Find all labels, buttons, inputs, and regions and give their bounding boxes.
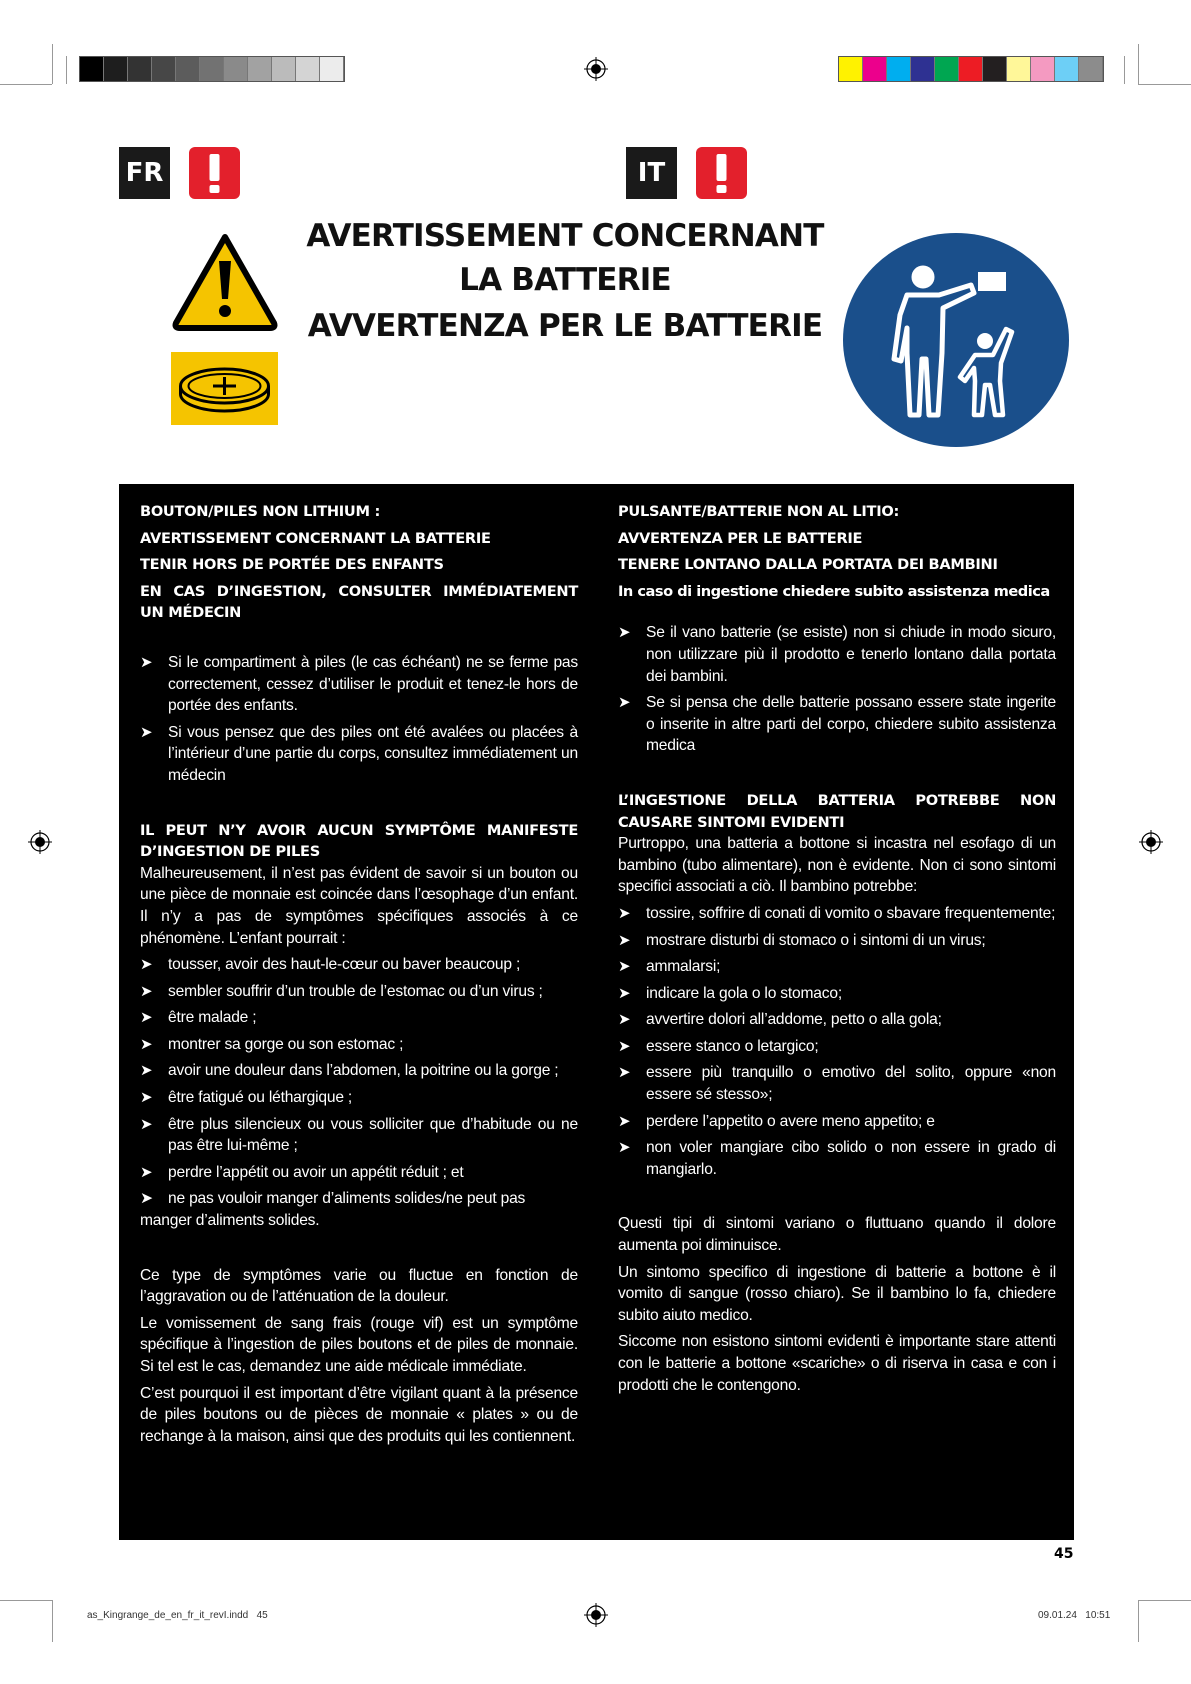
crop-mark	[52, 1600, 53, 1642]
language-badge-it: IT	[626, 147, 677, 199]
arrow-bullet-icon: ➤	[618, 694, 631, 712]
symptom-item: ➤ sembler souffrir d’un trouble de l’estomac ou d’un virus ;	[140, 981, 578, 1003]
crop-mark	[66, 56, 67, 84]
crop-mark	[0, 1600, 52, 1601]
arrow-bullet-icon: ➤	[618, 931, 631, 949]
arrow-bullet-icon: ➤	[618, 1139, 631, 1157]
it-symptom-heading: L’INGESTIONE DELLA BATTERIA POTREBBE NON CAUSARE SINTOMI EVIDENTI	[618, 791, 1056, 831]
fr-heading: AVERTISSEMENT CONCERNANT LA BATTERIE	[140, 529, 491, 547]
symptom-item: ➤ ammalarsi;	[618, 956, 1056, 978]
symptom-item: ➤ avvertire dolori all’addome, petto o alla gola;	[618, 1009, 1056, 1031]
it-heading: In caso di ingestione chiedere subito assistenza medica	[618, 582, 1050, 600]
italian-column	[618, 501, 1056, 1401]
symptom-item: ➤ ne pas vouloir manger d’aliments solides/ne peut pas manger d’aliments solides.	[140, 1190, 526, 1230]
arrow-bullet-icon: ➤	[140, 1009, 153, 1027]
french-column	[140, 501, 578, 1452]
title-line: AVVERTENZA PER LE BATTERIE	[307, 308, 823, 344]
symptom-item: ➤ perdere l’appetito o avere meno appetito; e	[618, 1111, 1056, 1133]
registration-mark-icon	[1139, 830, 1163, 854]
symptom-item: ➤ essere stanco o letargico;	[618, 1036, 1056, 1058]
arrow-bullet-icon: ➤	[140, 1089, 153, 1107]
crop-mark	[1124, 56, 1125, 84]
registration-mark-icon	[584, 1603, 608, 1627]
crop-mark	[1138, 84, 1191, 85]
arrow-bullet-icon: ➤	[618, 1112, 631, 1130]
page-number: 45	[1054, 1546, 1074, 1562]
it-closing-paragraph: Un sintomo specifico di ingestione di batterie a bottone è il vomito di sangue (rosso chiaro). Se il bambino lo fa, chiedere subito aiuto medico.	[618, 1263, 1056, 1324]
symptom-item: ➤ être fatigué ou léthargique ;	[140, 1087, 578, 1109]
title-line: AVERTISSEMENT CONCERNANT	[306, 218, 824, 254]
keep-away-from-children-icon	[843, 233, 1069, 447]
warning-triangle-icon	[170, 231, 280, 333]
title-line: LA BATTERIE	[459, 262, 671, 298]
arrow-bullet-icon: ➤	[618, 984, 631, 1002]
crop-mark	[52, 44, 53, 84]
fr-heading: BOUTON/PILES NON LITHIUM :	[140, 503, 381, 520]
arrow-bullet-icon: ➤	[618, 1037, 631, 1055]
coin-battery-icon	[171, 352, 278, 425]
symptom-item: ➤ indicare la gola o lo stomaco;	[618, 983, 1056, 1005]
fr-symptom-intro: Malheureusement, il n’est pas évident de savoir si un bouton ou une pièce de monnaie est coincée dans l’œsophage d’un enfant. Il n’y a pas de symptômes spécifiques associés à ce phénomène. L’enfant pourrait :	[140, 864, 578, 947]
battery-warning-panel	[119, 484, 1074, 1540]
symptom-item: ➤ tossire, soffrire di conati di vomito o sbavare frequentemente;	[618, 903, 1056, 925]
fr-closing-paragraph: Le vomissement de sang frais (rouge vif) est un symptôme spécifique à l’ingestion de piles boutons et de piles de monnaie. Si tel est le cas, demandez une aide médicale immédiate.	[140, 1314, 578, 1375]
arrow-bullet-icon: ➤	[140, 723, 153, 741]
bullet-item: ➤ Se il vano batterie (se esiste) non si chiude in modo sicuro, non utilizzare più il prodotto e tenerlo lontano dalla portata dei bambini.	[618, 622, 1056, 687]
exclamation-icon	[696, 147, 747, 199]
bullet-item: ➤ Si vous pensez que des piles ont été avalées ou placées à l’intérieur d’une partie du corps, consultez immédiatement un médecin	[140, 722, 578, 787]
symptom-item: ➤ essere più tranquillo o emotivo del solito, oppure «non essere sé stesso»;	[618, 1062, 1056, 1105]
it-symptom-intro: Purtroppo, una batteria a bottone si incastra nel esofago di un bambino (tubo alimentare), non è evidente. Non ci sono sintomi specifici associati a ciò. Il bambino potrebbe:	[618, 835, 1056, 896]
it-closing-paragraph: Siccome non esistono sintomi evidenti è importante stare attenti con le batterie a bottone «scariche» o di riserva in casa e con i prodotti che le contengono.	[618, 1333, 1056, 1394]
symptom-item: ➤ perdre l’appétit ou avoir un appétit réduit ; et	[140, 1162, 578, 1184]
page-title	[300, 214, 830, 348]
crop-mark	[1138, 1600, 1191, 1601]
it-heading: PULSANTE/BATTERIE NON AL LITIO:	[618, 503, 899, 520]
arrow-bullet-icon: ➤	[140, 956, 153, 974]
fr-closing-paragraph: Ce type de symptômes varie ou fluctue en fonction de l’aggravation ou de l’atténuation de la douleur.	[140, 1266, 578, 1306]
arrow-bullet-icon: ➤	[140, 1035, 153, 1053]
arrow-bullet-icon: ➤	[618, 904, 631, 922]
registration-mark-icon	[584, 57, 608, 81]
grayscale-bar	[79, 56, 345, 82]
exclamation-icon	[189, 147, 240, 199]
arrow-bullet-icon: ➤	[618, 958, 631, 976]
slug-timestamp: 09.01.24 10:51	[1038, 1610, 1111, 1621]
arrow-bullet-icon: ➤	[140, 1190, 153, 1208]
symptom-item: ➤ être malade ;	[140, 1007, 578, 1029]
process-color-bar	[838, 56, 1104, 82]
fr-heading: TENIR HORS DE PORTÉE DES ENFANTS	[140, 556, 444, 574]
fr-closing-paragraph: C’est pourquoi il est important d’être vigilant quant à la présence de piles boutons ou de pièces de monnaie « plates » ou de rechange à la maison, ainsi que des produits qui les contiennent.	[140, 1384, 578, 1445]
arrow-bullet-icon: ➤	[618, 1064, 631, 1082]
arrow-bullet-icon: ➤	[140, 1115, 153, 1133]
it-heading: TENERE LONTANO DALLA PORTATA DEI BAMBINI	[618, 556, 998, 574]
symptom-item: ➤ montrer sa gorge ou son estomac ;	[140, 1034, 578, 1056]
symptom-item: ➤ être plus silencieux ou vous solliciter que d’habitude ou ne pas être lui-même ;	[140, 1114, 578, 1157]
symptom-item: ➤ mostrare disturbi di stomaco o i sintomi di un virus;	[618, 930, 1056, 952]
arrow-bullet-icon: ➤	[618, 1011, 631, 1029]
bullet-item: ➤ Se si pensa che delle batterie possano essere state ingerite o inserite in altre parti del corpo, chiedere subito assistenza medica	[618, 692, 1056, 757]
fr-heading: EN CAS D’INGESTION, CONSULTER IMMÉDIATEMENT UN MÉDECIN	[140, 582, 578, 622]
crop-mark	[1138, 44, 1139, 84]
registration-mark-icon	[28, 830, 52, 854]
crop-mark	[1138, 1600, 1139, 1642]
it-closing-paragraph: Questi tipi di sintomi variano o fluttuano quando il dolore aumenta poi diminuisce.	[618, 1215, 1056, 1255]
slug-filename: as_Kingrange_de_en_fr_it_revI.indd 45	[87, 1610, 268, 1621]
symptom-item: ➤ avoir une douleur dans l’abdomen, la poitrine ou la gorge ;	[140, 1060, 578, 1082]
arrow-bullet-icon: ➤	[618, 624, 631, 642]
bullet-item: ➤ Si le compartiment à piles (le cas échéant) ne se ferme pas correctement, cessez d’utiliser le produit et tenez-le hors de portée des enfants.	[140, 652, 578, 717]
language-badge-fr: FR	[119, 147, 170, 199]
crop-mark	[0, 84, 52, 85]
arrow-bullet-icon: ➤	[140, 982, 153, 1000]
arrow-bullet-icon: ➤	[140, 653, 153, 671]
arrow-bullet-icon: ➤	[140, 1163, 153, 1181]
arrow-bullet-icon: ➤	[140, 1062, 153, 1080]
fr-symptom-heading: IL PEUT N’Y AVOIR AUCUN SYMPTÔME MANIFESTE D’INGESTION DE PILES	[140, 821, 578, 861]
symptom-item: ➤ non voler mangiare cibo solido o non essere in grado di mangiarlo.	[618, 1137, 1056, 1180]
symptom-item: ➤ tousser, avoir des haut-le-cœur ou baver beaucoup ;	[140, 954, 578, 976]
it-heading: AVVERTENZA PER LE BATTERIE	[618, 529, 863, 547]
